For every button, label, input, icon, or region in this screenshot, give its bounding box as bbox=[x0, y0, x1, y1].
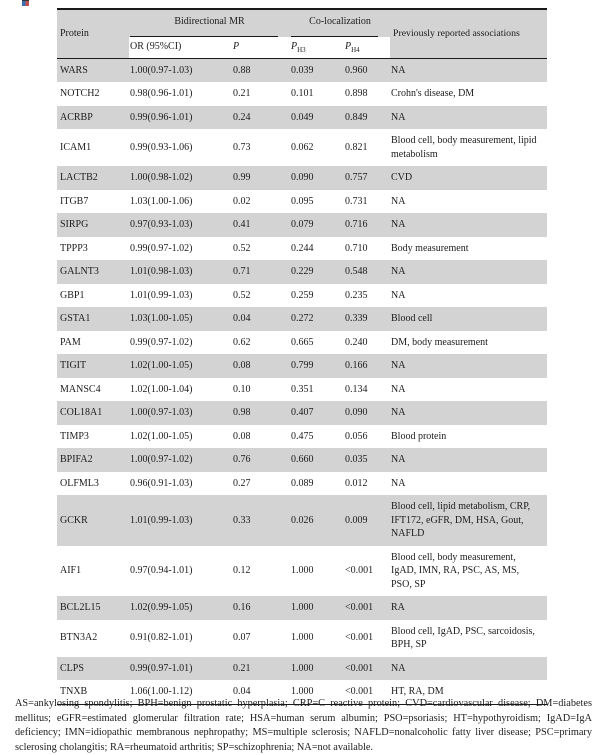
protein-cell: TIMP3 bbox=[60, 430, 89, 442]
results-table-wrap bbox=[57, 8, 547, 705]
table-row bbox=[57, 546, 547, 597]
protein-cell: ACRBP bbox=[57, 106, 129, 130]
ph3-cell: 0.351 bbox=[291, 383, 314, 395]
table-row bbox=[57, 448, 547, 472]
associations-cell: Blood cell, body measurement, lipid metabolism bbox=[391, 135, 537, 160]
protein-cell: TIGIT bbox=[57, 354, 129, 378]
associations-cell: NA bbox=[390, 106, 547, 130]
p-cell: 0.02 bbox=[233, 195, 251, 207]
table-row bbox=[57, 425, 547, 449]
associations-cell: NA bbox=[390, 213, 547, 237]
bidirectional-mr-group-header bbox=[129, 9, 290, 37]
or-ci-cell: 0.99(0.96-1.01) bbox=[129, 106, 232, 130]
ph4-cell: 0.710 bbox=[345, 242, 368, 254]
ph4-cell: 0.009 bbox=[344, 495, 390, 546]
p-cell: 0.73 bbox=[233, 141, 251, 153]
protein-cell: COL18A1 bbox=[57, 401, 129, 425]
ph4-cell: 0.035 bbox=[344, 448, 390, 472]
table-row bbox=[57, 260, 547, 284]
protein-cell: PAM bbox=[60, 336, 81, 348]
protein-cell: BCL2L15 bbox=[57, 596, 129, 620]
table-row bbox=[57, 378, 547, 402]
ph3-label: $P_{H3}$ bbox=[291, 41, 306, 54]
ph4-cell: 0.012 bbox=[345, 477, 368, 489]
p-cell: 0.88 bbox=[232, 58, 290, 82]
ph3-cell: 0.660 bbox=[290, 448, 344, 472]
protein-cell: GBP1 bbox=[60, 289, 85, 301]
table-row bbox=[57, 354, 547, 378]
header-row-groups bbox=[57, 9, 547, 37]
ph3-cell: 0.407 bbox=[290, 401, 344, 425]
p-column-header bbox=[232, 37, 290, 58]
associations-cell: Blood cell bbox=[390, 307, 547, 331]
protein-column-header: Protein bbox=[57, 9, 129, 58]
p-cell: 0.99 bbox=[232, 166, 290, 190]
ph4-cell: 0.134 bbox=[345, 383, 368, 395]
protein-cell: GCKR bbox=[57, 495, 129, 546]
ph3-cell: 0.272 bbox=[290, 307, 344, 331]
associations-cell: NA bbox=[390, 58, 547, 82]
protein-cell: AIF1 bbox=[60, 565, 82, 576]
associations-cell: NA bbox=[390, 354, 547, 378]
bidirectional-mr-label: Bidirectional MR bbox=[174, 16, 245, 28]
table-row bbox=[57, 657, 547, 681]
p-cell: 0.10 bbox=[233, 383, 251, 395]
associations-cell: RA bbox=[390, 596, 547, 620]
colocalization-group-header bbox=[290, 9, 390, 37]
ph3-cell: 1.000 bbox=[290, 680, 344, 704]
protein-cell: BTN3A2 bbox=[60, 632, 98, 644]
p-cell: 0.27 bbox=[233, 477, 251, 489]
ph4-cell: 0.757 bbox=[344, 166, 390, 190]
or-ci-cell: 1.00(0.97-1.02) bbox=[129, 448, 232, 472]
ph3-cell: 0.244 bbox=[291, 242, 314, 254]
ph3-cell: 0.089 bbox=[291, 477, 314, 489]
p-cell: 0.62 bbox=[233, 336, 251, 348]
associations-cell: NA bbox=[391, 195, 406, 207]
p-cell: 0.07 bbox=[233, 632, 251, 644]
protein-cell: LACTB2 bbox=[57, 166, 129, 190]
p-cell: 0.24 bbox=[232, 106, 290, 130]
or-ci-cell: 1.00(0.98-1.02) bbox=[129, 166, 232, 190]
ph3-cell: 0.062 bbox=[291, 141, 314, 153]
ph3-cell: 0.101 bbox=[291, 88, 314, 99]
or-ci-cell: 1.00(0.97-1.03) bbox=[129, 58, 232, 82]
ph4-cell: 0.166 bbox=[344, 354, 390, 378]
table-row bbox=[57, 401, 547, 425]
or-ci-cell: 1.01(0.99-1.03) bbox=[130, 289, 193, 301]
associations-cell: Blood cell, IgAD, PSC, sarcoidosis, BPH, SP bbox=[391, 625, 535, 650]
associations-cell: NA bbox=[391, 289, 406, 301]
ph4-cell: <0.001 bbox=[344, 596, 390, 620]
table-row bbox=[57, 284, 547, 308]
ph3-cell: 1.000 bbox=[290, 657, 344, 681]
or-ci-cell: 1.02(1.00-1.05) bbox=[130, 430, 193, 442]
p-cell: 0.08 bbox=[233, 430, 251, 442]
ph3-cell: 1.000 bbox=[291, 565, 314, 576]
protein-cell: GALNT3 bbox=[57, 260, 129, 284]
or-ci-cell: 0.99(0.93-1.06) bbox=[130, 141, 193, 153]
table-row bbox=[57, 213, 547, 237]
p-cell: 0.21 bbox=[232, 657, 290, 681]
ph3-cell: 1.000 bbox=[290, 596, 344, 620]
ph4-cell: 0.339 bbox=[344, 307, 390, 331]
associations-cell: DM, body measurement bbox=[391, 336, 488, 348]
table-row bbox=[57, 166, 547, 190]
p-cell: 0.21 bbox=[233, 88, 251, 99]
associations-cell: NA bbox=[390, 401, 547, 425]
or-ci-cell: 1.02(0.99-1.05) bbox=[129, 596, 232, 620]
associations-cell: Blood protein bbox=[391, 430, 447, 442]
or-ci-cell: 1.03(1.00-1.06) bbox=[130, 195, 193, 207]
ph3-cell: 1.000 bbox=[291, 632, 314, 644]
table-row bbox=[57, 82, 547, 106]
or-ci-cell: 0.98(0.96-1.01) bbox=[130, 88, 193, 99]
or-ci-cell: 0.99(0.97-1.01) bbox=[129, 657, 232, 681]
ph3-cell: 0.799 bbox=[290, 354, 344, 378]
or-ci-cell: 1.06(1.00-1.12) bbox=[129, 680, 232, 704]
results-table bbox=[57, 8, 547, 705]
protein-cell: TNXB bbox=[57, 680, 129, 704]
associations-cell: NA bbox=[390, 448, 547, 472]
protein-cell: CLPS bbox=[57, 657, 129, 681]
protein-cell: TPPP3 bbox=[60, 242, 88, 254]
colocalization-label: Co-localization bbox=[309, 16, 371, 28]
ph3-cell: 0.475 bbox=[291, 430, 314, 442]
associations-cell: Body measurement bbox=[391, 242, 469, 254]
p-cell: 0.41 bbox=[232, 213, 290, 237]
ph3-cell: 0.095 bbox=[291, 195, 314, 207]
ph4-cell: 0.548 bbox=[344, 260, 390, 284]
ph4-cell: 0.849 bbox=[344, 106, 390, 130]
protein-cell: WARS bbox=[57, 58, 129, 82]
protein-cell: ICAM1 bbox=[60, 141, 92, 153]
or-ci-cell: 0.97(0.93-1.03) bbox=[129, 213, 232, 237]
ph3-cell: 0.229 bbox=[290, 260, 344, 284]
or-ci-cell: 1.01(0.98-1.03) bbox=[129, 260, 232, 284]
ph4-cell: <0.001 bbox=[345, 565, 374, 576]
or-ci-column-header: OR (95%CI) bbox=[129, 37, 232, 58]
ph4-column-header bbox=[344, 37, 390, 58]
ph3-cell: 0.665 bbox=[291, 336, 314, 348]
table-row bbox=[57, 237, 547, 261]
stray-caption-artifact bbox=[22, 0, 29, 6]
ph3-cell: 0.049 bbox=[290, 106, 344, 130]
p-cell: 0.16 bbox=[232, 596, 290, 620]
p-cell: 0.98 bbox=[232, 401, 290, 425]
table-body bbox=[57, 58, 547, 704]
associations-cell: HT, RA, DM bbox=[390, 680, 547, 704]
ph4-cell: 0.235 bbox=[345, 289, 368, 301]
associations-cell: NA bbox=[390, 657, 547, 681]
ph4-cell: 0.960 bbox=[344, 58, 390, 82]
p-cell: 0.52 bbox=[233, 289, 251, 301]
protein-cell: BPIFA2 bbox=[57, 448, 129, 472]
associations-cell: Blood cell, body measurement, IgAD, IMN, RA, PSC, AS, MS, PSO, SP bbox=[391, 551, 520, 590]
table-row bbox=[57, 495, 547, 546]
table-row bbox=[57, 58, 547, 82]
protein-cell: SIRPG bbox=[57, 213, 129, 237]
ph4-cell: 0.731 bbox=[345, 195, 368, 207]
table-row bbox=[57, 106, 547, 130]
or-ci-cell: 0.99(0.97-1.02) bbox=[130, 336, 193, 348]
associations-cell: Crohn's disease, DM bbox=[391, 88, 475, 99]
table-row bbox=[57, 472, 547, 496]
p-cell: 0.04 bbox=[232, 680, 290, 704]
ph3-cell: 0.259 bbox=[291, 289, 314, 301]
ph3-cell: 0.026 bbox=[290, 495, 344, 546]
protein-cell: MANSC4 bbox=[60, 383, 101, 395]
protein-cell: OLFML3 bbox=[60, 477, 99, 489]
p-cell: 0.33 bbox=[232, 495, 290, 546]
p-cell: 0.04 bbox=[232, 307, 290, 331]
table-row bbox=[57, 190, 547, 214]
or-ci-cell: 1.01(0.99-1.03) bbox=[129, 495, 232, 546]
p-cell: 0.08 bbox=[232, 354, 290, 378]
table-row bbox=[57, 331, 547, 355]
ph4-cell: 0.821 bbox=[345, 141, 368, 153]
p-cell: 0.71 bbox=[232, 260, 290, 284]
or-ci-cell: 1.02(1.00-1.05) bbox=[129, 354, 232, 378]
ph4-cell: 0.898 bbox=[345, 88, 368, 99]
ph3-cell: 0.039 bbox=[290, 58, 344, 82]
ph4-cell: <0.001 bbox=[344, 657, 390, 681]
p-label: P bbox=[233, 41, 240, 52]
or-ci-cell: 1.00(0.97-1.03) bbox=[129, 401, 232, 425]
ph4-label: $P_{H4}$ bbox=[345, 41, 360, 54]
or-ci-cell: 1.03(1.00-1.05) bbox=[129, 307, 232, 331]
associations-cell: Blood cell, lipid metabolism, CRP, IFT172, eGFR, DM, HSA, Gout, NAFLD bbox=[390, 495, 547, 546]
ph3-column-header bbox=[290, 37, 344, 58]
ph3-cell: 0.090 bbox=[290, 166, 344, 190]
ph4-cell: 0.090 bbox=[344, 401, 390, 425]
ph3-cell: 0.079 bbox=[290, 213, 344, 237]
protein-cell: NOTCH2 bbox=[60, 88, 100, 99]
ph4-cell: 0.056 bbox=[345, 430, 368, 442]
p-cell: 0.12 bbox=[233, 565, 251, 576]
p-cell: 0.76 bbox=[232, 448, 290, 472]
protein-cell: GSTA1 bbox=[57, 307, 129, 331]
associations-column-header: Previously reported associations bbox=[390, 9, 547, 58]
or-ci-cell: 0.96(0.91-1.03) bbox=[130, 477, 193, 489]
ph4-cell: <0.001 bbox=[344, 680, 390, 704]
table-row bbox=[57, 129, 547, 166]
footnote: AS=ankylosing spondylitis; BPH=benign prostatic hyperplasia; CRP=C reactive protein; CVD=cardiovascular disease; DM=diabetes mellitus; eGFR=estimated glomerular filtration rate; HSA=human serum albumin; PSO=psoriasis; HT=hypothyroidism; IgAD=IgA deficiency; IMN=idiopathic membranous nephropathy; MS=multiple sclerosis; NAFLD=nonalcoholic fatty liver disease; PSC=primary sclerosing cholangitis; RA=rheumatoid arthritis; SP=schizophrenia; NA=not available. bbox=[15, 698, 592, 753]
protein-cell: ITGB7 bbox=[60, 195, 89, 207]
or-ci-cell: 0.97(0.94-1.01) bbox=[130, 565, 193, 576]
associations-cell: NA bbox=[391, 383, 406, 395]
associations-cell: NA bbox=[390, 260, 547, 284]
associations-cell: CVD bbox=[390, 166, 547, 190]
table-row bbox=[57, 307, 547, 331]
or-ci-cell: 0.99(0.97-1.02) bbox=[130, 242, 193, 254]
ph4-cell: 0.716 bbox=[344, 213, 390, 237]
or-ci-cell: 0.91(0.82-1.01) bbox=[130, 632, 193, 644]
table-row bbox=[57, 620, 547, 657]
table-row bbox=[57, 596, 547, 620]
table-header bbox=[57, 9, 547, 58]
associations-cell: NA bbox=[391, 477, 406, 489]
ph4-cell: <0.001 bbox=[345, 632, 374, 644]
p-cell: 0.52 bbox=[233, 242, 251, 254]
or-ci-cell: 1.02(1.00-1.04) bbox=[130, 383, 193, 395]
ph4-cell: 0.240 bbox=[345, 336, 368, 348]
